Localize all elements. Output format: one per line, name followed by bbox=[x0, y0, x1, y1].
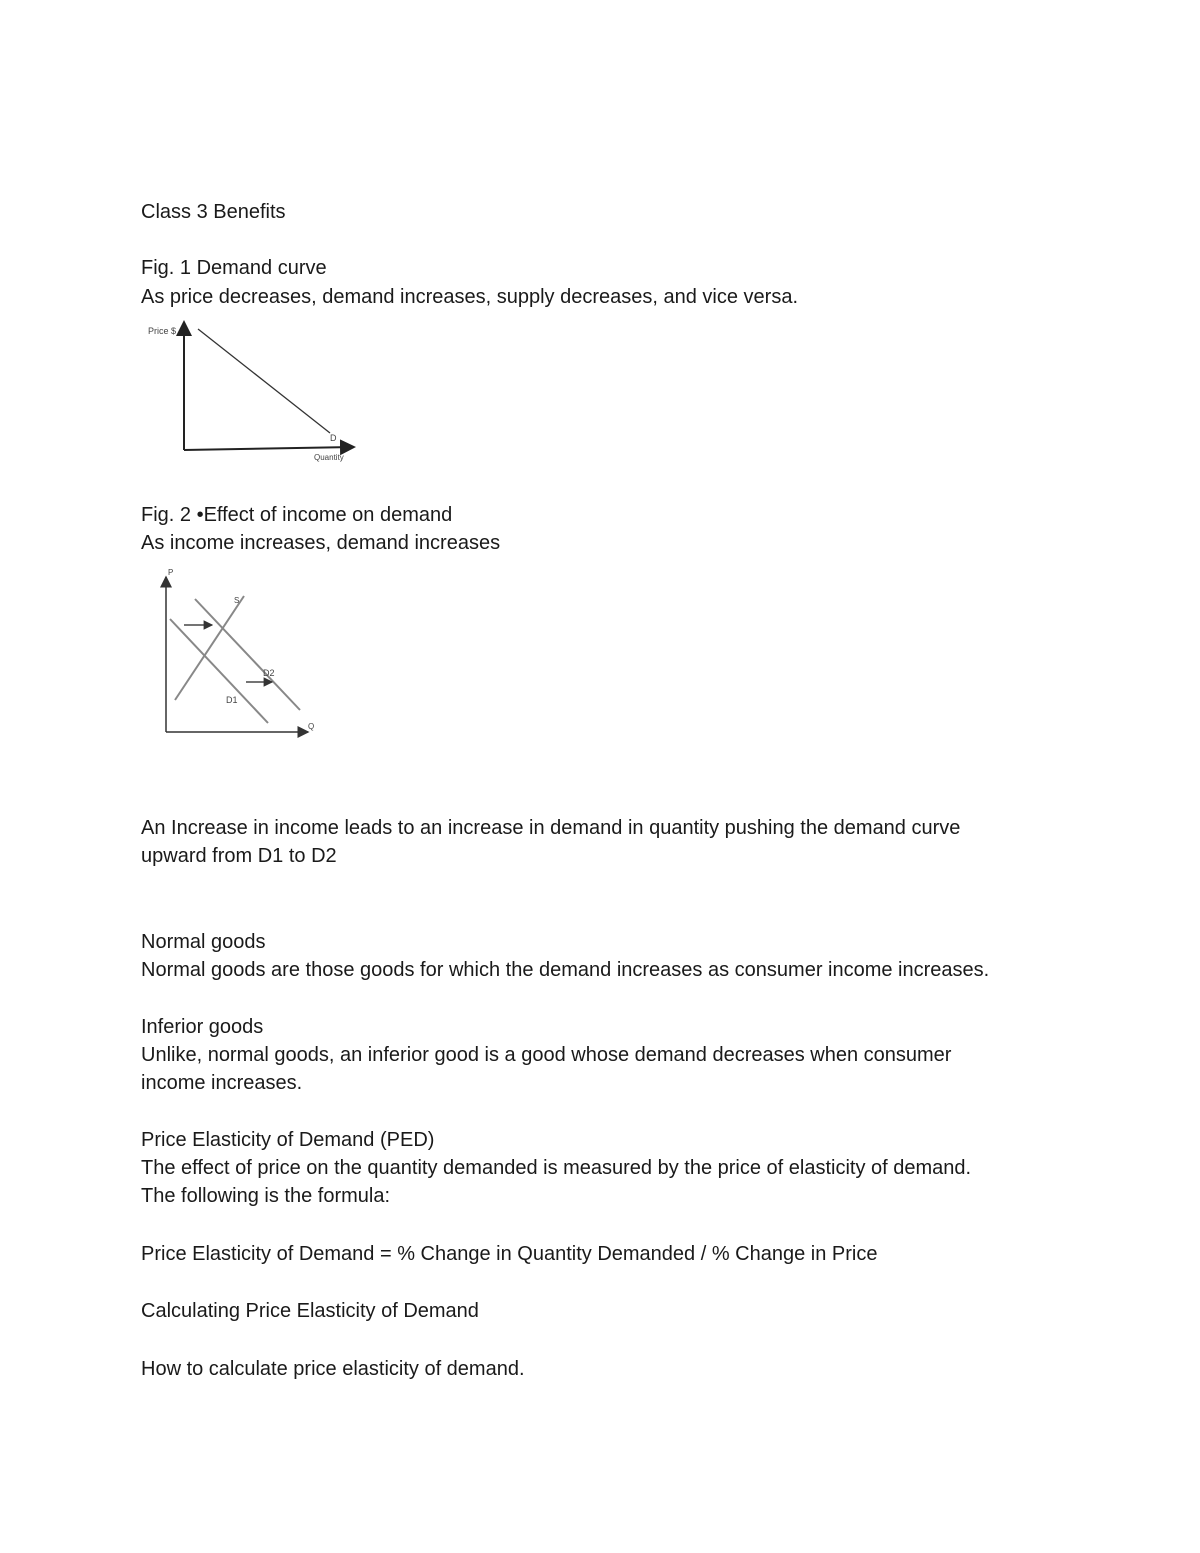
fig2-supply-label: S bbox=[234, 596, 240, 605]
fig1-y-axis-label: Price $ bbox=[148, 326, 177, 336]
inferior-goods-heading: Inferior goods bbox=[141, 1016, 264, 1038]
inferior-goods-line1: Unlike, normal goods, an inferior good is a good whose demand decreases when consumer bbox=[141, 1044, 952, 1066]
document-title: Class 3 Benefits bbox=[141, 201, 286, 223]
fig2-d1-label: D1 bbox=[226, 695, 238, 705]
ped-formula: Price Elasticity of Demand = % Change in Quantity Demanded / % Change in Price bbox=[141, 1243, 878, 1265]
income-paragraph-line2: upward from D1 to D2 bbox=[141, 845, 337, 867]
ped-line2: The following is the formula: bbox=[141, 1185, 391, 1207]
income-demand-figure bbox=[150, 563, 330, 743]
fig1-description: As price decreases, demand increases, supply decreases, and vice versa. bbox=[141, 286, 799, 308]
calculating-text: How to calculate price elasticity of demand. bbox=[141, 1358, 525, 1380]
fig2-supply-line bbox=[175, 596, 244, 700]
ped-heading: Price Elasticity of Demand (PED) bbox=[141, 1129, 435, 1151]
income-paragraph-line1: An Increase in income leads to an increase in demand in quantity pushing the demand curve bbox=[141, 817, 961, 839]
fig1-x-axis bbox=[184, 447, 354, 450]
normal-goods-heading: Normal goods bbox=[141, 931, 266, 953]
fig2-description: As income increases, demand increases bbox=[141, 532, 501, 554]
calculating-heading: Calculating Price Elasticity of Demand bbox=[141, 1300, 479, 1322]
fig2-d2-line bbox=[195, 599, 300, 710]
fig2-y-axis-label: P bbox=[168, 568, 174, 577]
fig2-d2-label: D2 bbox=[263, 668, 275, 678]
fig1-curve-label: D bbox=[330, 433, 337, 443]
fig1-x-axis-label: Quantity bbox=[314, 453, 344, 462]
inferior-goods-line2: income increases. bbox=[141, 1072, 303, 1094]
fig2-caption: Fig. 2 •Effect of income on demand bbox=[141, 504, 453, 526]
demand-curve-figure bbox=[140, 315, 370, 465]
fig1-demand-line bbox=[198, 329, 330, 433]
ped-line1: The effect of price on the quantity demanded is measured by the price of elasticity of demand. bbox=[141, 1157, 972, 1179]
normal-goods-text: Normal goods are those goods for which the demand increases as consumer income increases. bbox=[141, 959, 990, 981]
fig2-x-axis-label: Q bbox=[308, 722, 315, 731]
fig1-caption: Fig. 1 Demand curve bbox=[141, 257, 327, 279]
